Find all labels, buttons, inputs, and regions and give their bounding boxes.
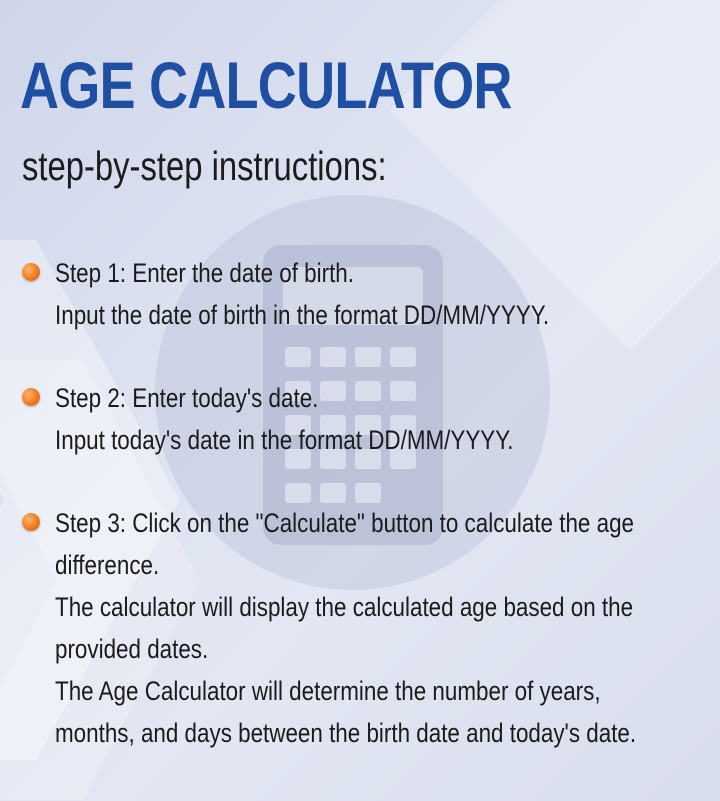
step-line: Step 1: Enter the date of birth. [55,258,354,288]
step-2-text [55,377,607,461]
page-title: AGE CALCULATOR [20,48,512,122]
step-1-text [55,252,650,336]
step-line: provided dates. [55,634,209,664]
step-line: Step 2: Enter today's date. [55,383,319,413]
step-line: The Age Calculator will determine the number of years, [55,676,601,706]
step-line: Step 3: Click on the "Calculate" button to calculate the age [55,508,635,538]
step-line: difference. [55,550,160,580]
step-line: Input today's date in the format DD/MM/YYYY. [55,425,514,455]
orange-dot-icon [22,263,40,281]
orange-dot-icon [22,513,40,531]
step-3-text [55,502,720,754]
step-line: The calculator will display the calculated age based on the [55,592,634,622]
step-line: Input the date of birth in the format DD/MM/YYYY. [55,300,550,330]
page-subtitle: step-by-step instructions: [22,143,387,189]
step-line: months, and days between the birth date and today's date. [55,718,637,748]
orange-dot-icon [22,388,40,406]
